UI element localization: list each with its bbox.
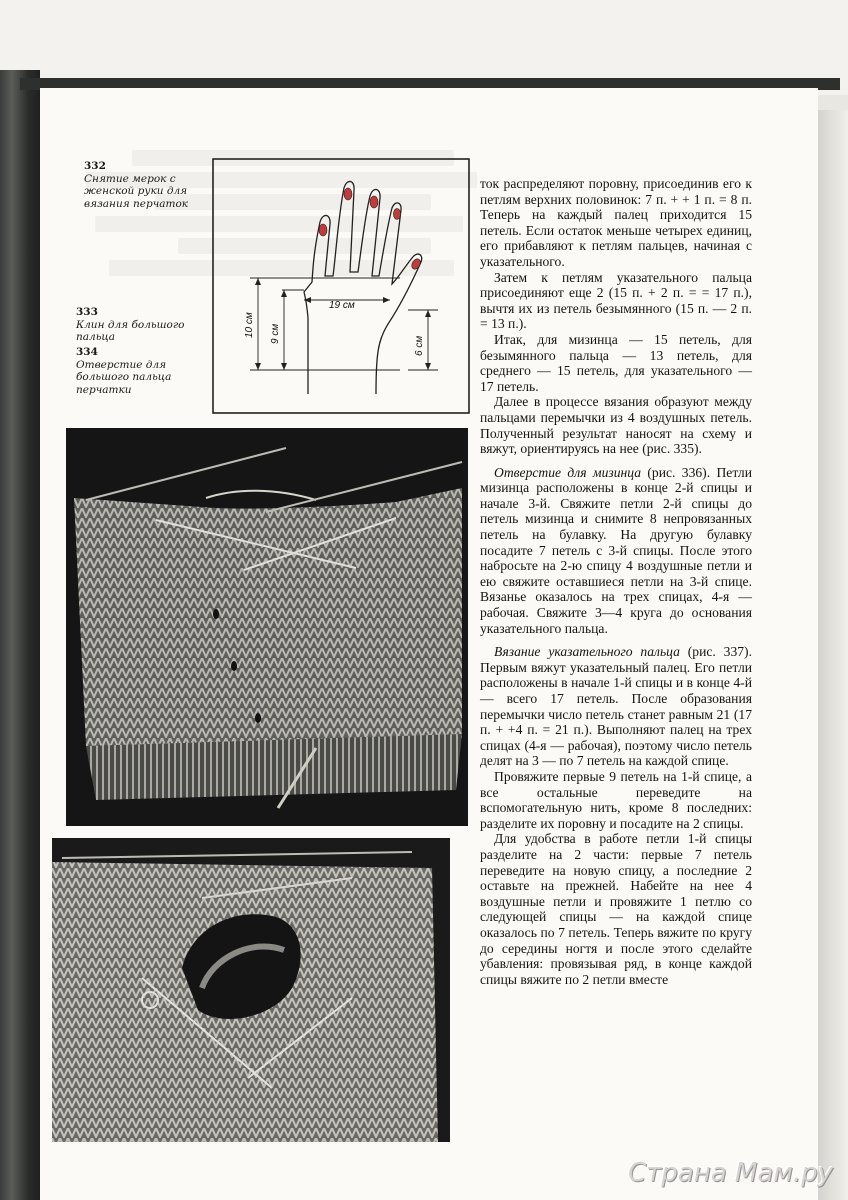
hand-measurement-diagram [212,158,470,414]
outer-height-label: 10 см [244,312,255,338]
caption-text: Отверстие для большого пальца перчатки [76,358,172,396]
paragraph: Далее в процессе вязания образуют между пальцами перемычки из 4 воздушных петель. Полученный результат наносят на схему и вяжут, ориентируясь на нее (рис. 335). [480,394,752,457]
caption-334 [76,346,196,396]
paragraph: Итак, для мизинца — 15 петель, для безымянного пальца — 13 петель, для среднего — 15 петель, для указательного — 17 петель. [480,331,752,394]
knitting-photo-thumb-hole [52,838,450,1142]
photo-knit-fabric-2 [52,838,450,1142]
body-text-column [480,176,752,987]
paragraph: Для удобства в работе петли 1-й спицы разделите на 2 части: первые 7 петель переведите на новую спицу, а последние 2 оставьте на прежней. Набейте на нее 4 воздушные петли и провяжите 1 петлю со следующей спицы — на каждой спице оказалось по 7 петель. Теперь вяжите по кругу до середины ногтя и после этого сделайте убавления: провязывая ряд, в конце каждой спицы вяжите по 2 петли вместе [480,831,752,987]
caption-number: 334 [76,346,98,358]
paragraph: ток распределяют поровну, присоединив его к петлям верхних половинок: 7 п. + + 1 п. = 8 п. Теперь на каждый палец приходится 15 петель. Если остаток меньше четырех единиц, его прибавляют к петлям пальцев, начиная с указательного. [480,176,752,269]
thumb-height-label: 6 см [414,335,425,356]
caption-number: 332 [84,160,106,172]
caption-332 [84,160,194,210]
hand-diagram-svg [212,158,470,414]
paragraph-index-finger [480,644,752,769]
paragraph-body: (рис. 336). Петли мизинца расположены в конце 2-й спицы и начале 3-й. Свяжите петли 2-й спицы до петель мизинца и снимите 8 непровязанных петель на булавку. На другую булавку посадите 7 петель с 3-й спицы. После этого набросьте на 2-ю спицу 4 воздушные петли и ею свяжите оставшиеся петли на 3-й спице. Вязанье оказалось на трех спицах, 4-я — рабочая. Свяжите 3—4 круга до основания указательного пальца. [480,464,752,636]
caption-text: Снятие мерок с женской руки для вязания перчаток [84,172,189,210]
caption-text: Клин для большого пальца [76,318,185,343]
paragraph-body: (рис. 337). Первым вяжут указательный палец. Его петли расположены в начале 1-й спицы и в конце 4-й — всего 17 петель. После образования перемычки число петель станет равным 21 (17 п. + +4 п. = 21 п.). Выполняют палец на трех спицах (4-я — рабочая), поэтому число петель делят на 3 — по 7 петель на каждой спице. [480,644,752,769]
photo-knit-fabric-1 [66,428,468,826]
section-heading: Вязание указательного пальца [494,644,680,660]
paragraph-little-finger-hole [480,465,752,637]
knitting-photo-thumb-gusset [66,428,468,826]
section-heading: Отверстие для мизинца [494,464,641,480]
paragraph: Затем к петлям указательного пальца присоединяют еще 2 (15 п. + 2 п. = = 17 п.), вычтя их из петель безымянного (15 п. — 2 п. = 13 п.). [480,269,752,332]
caption-number: 333 [76,306,98,318]
site-watermark: Страна Мам.ру [628,1158,834,1188]
inner-height-label: 9 см [270,323,281,344]
paragraph: Провяжите первые 9 петель на 1-й спице, а все остальные переведите на вспомогательную нить, кроме 8 последних: разделите их поровну и посадите на 2 спицы. [480,768,752,831]
width-label: 19 см [329,300,355,311]
caption-333 [76,306,196,344]
book-binding-edge [0,70,40,1200]
